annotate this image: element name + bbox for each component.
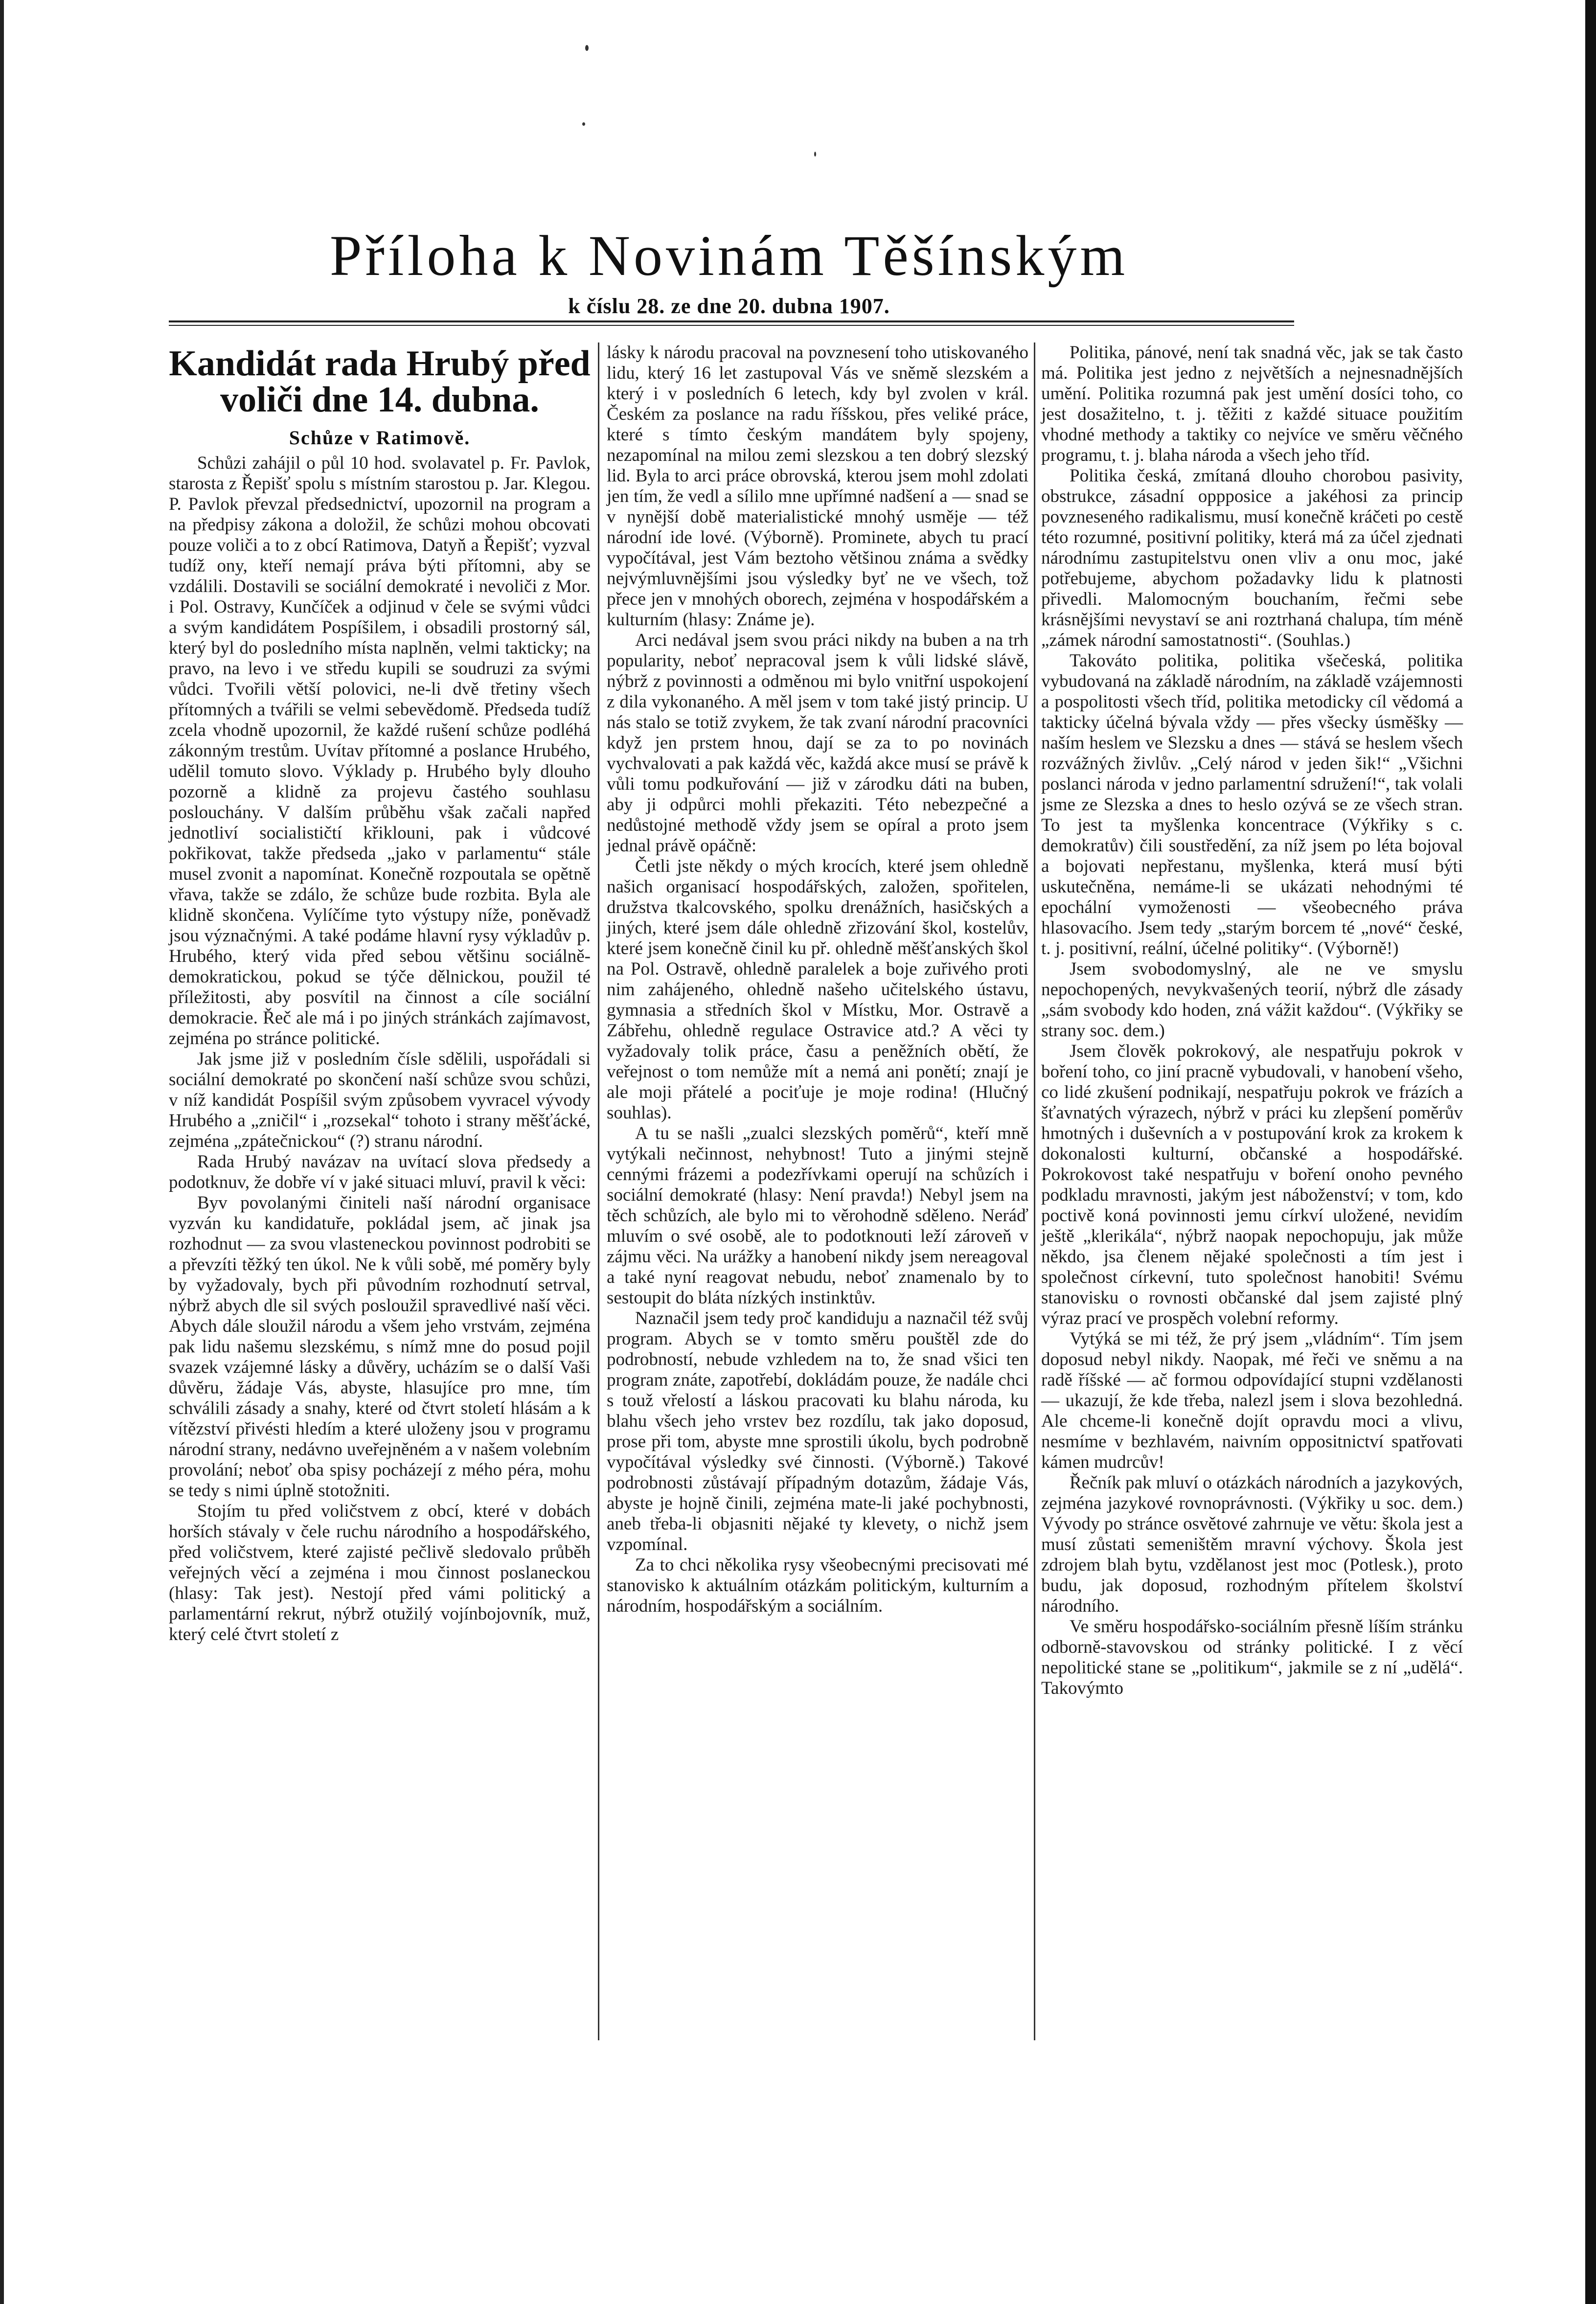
paragraph: Naznačil jsem tedy proč kandiduju a naznačil též svůj program. Abych se v tomto směru pouštěl zde do podrobností, nebude vzhledem na to, že snad všici ten program znáte, zapotřebí, dokládám pouze, že nadále chci s touž vřelostí a láskou pracovati ku blahu národa, ku blahu všech jeho vrstev bez rozdílu, tak jako doposud, prose při tom, abyste mne sprostili úkolu, bych podrobně vypočítával výsledky své činnosti. (Výborně.) Takové podrobnosti zůstávají případným dotazům, žádaje Vás, abyste je hojně činili, zejména mate-li jaké pochybnosti, aneb třeba-li objasniti nějaké ty klevety, o nichž jsem vzpomínal. <box>607 1308 1028 1554</box>
scan-speck <box>814 152 816 157</box>
scan-left-edge <box>0 0 4 2304</box>
issue-line: k číslu 28. ze dne 20. dubna 1907. <box>568 294 890 318</box>
column-1 <box>169 342 591 1645</box>
masthead-title: Příloha k Novinám Těšínským <box>329 224 1129 288</box>
paragraph: Politika, pánové, není tak snadná věc, jak se tak často má. Politika jest jedno z největších a nejnesnadnějších umění. Politika rozumná pak jest umění dosíci toho, co jest dosažitelno, t. j. těžiti z každé situace použitím vhodné methody a taktiky co nejvíce ve směru věčného programu, t. j. blaha národa a všech jeho tříd. <box>1041 342 1463 465</box>
scan-right-edge <box>1585 0 1596 2304</box>
paragraph: Řečník pak mluví o otázkách národních a jazykových, zejména jazykové rovnoprávnosti. (Výkřiky u soc. dem.) Vývody po stránce osvětové zahrnuje ve větu: škola jest a musí zůstati semeništěm mravní výchovy. Škola jest zdrojem blah bytu, vzdělanost jest moc (Potlesk.), proto budu, jak doposud, rozhodným přítelem školství národního. <box>1041 1473 1463 1616</box>
paragraph: Arci nedával jsem svou práci nikdy na buben a na trh popularity, neboť nepracoval jsem k vůli lidské slávě, nýbrž z povinnosti a odměnou mi bylo vnitřní uspokojení z dila vykonaného. A měl jsem v tom také jistý princip. U nás stalo se totiž zvykem, že tak zvaní národní pracovníci když jen prstem hnou, dají se za to po novinách vychvalovati a pak každá věc, každá akce musí se právě k vůli tomu podkuřování — již v zárodku dáti na buben, aby ji odpůrci mohli překaziti. Této nebezpečné a nedůstojné methodě vždy jsem se opíral a proto jsem jednal právě opáčně: <box>607 630 1028 856</box>
scan-speck <box>585 45 589 51</box>
paragraph: Rada Hrubý navázav na uvítací slova předsedy a podotknuv, že dobře ví v jaké situaci mluví, pravil k věci: <box>169 1152 591 1192</box>
masthead-rule-thin <box>169 325 1294 326</box>
paragraph: lásky k národu pracoval na povznesení toho utiskovaného lidu, který 16 let zastupoval Vás ve sněmě slezském a který i v posledních 6 letech, kdy byl zvolen v král. Českém za poslance na radu říšskou, přes veliké práce, které s tímto českým mandátem byly spojeny, nezapomínal na milou zemi slezskou a ten dobrý slezský lid. Byla to arci práce obrovská, kterou jsem mohl zdolati jen tím, že vedl a sílilo mne upřímné nadšení a — snad se v nynější době materialistické mnohý usměje — též národní ide lové. (Výborně). Prominete, abych tu prací vypočítával, jest Vám beztoho většinou známa a svědky nejvýmluvnějšími jsou výsledky byť ne ve všech, tož přece jen v mnohých oborech, zejména v hospodářském a kulturním (hlasy: Známe je). <box>607 342 1028 630</box>
column-rule-2 <box>1034 342 1035 2040</box>
paragraph: Jak jsme již v posledním čísle sdělili, uspořádali si sociální demokraté po skončení naší schůze svou schůzi, v níž kandidát Pospíšil svým způsobem vyvracel vývody Hrubého a „zničil“ i „rozsekal“ tohoto i strany měšťácké, zejména „zpátečnickou“ (?) stranu národní. <box>169 1049 591 1151</box>
paragraph: Za to chci několika rysy všeobecnými precisovati mé stanovisko k aktuálním otázkám politickým, kulturním a národním, hospodářským a sociálním. <box>607 1555 1028 1616</box>
paragraph: Jsem člověk pokrokový, ale nespatřuju pokrok v boření toho, co jiní pracně vybudovali, v hanobení všeho, co lidé zkušení podnikají, nespatřuju pokrok ve frázích a šťavnatých výrazech, nýbrž v práci ku zlepšení poměrův hmotných i duševních a v postupování krok za krokem k dokonalosti kulturní, občanské a hospodářské. Pokrokovost také nespatřuju v boření onoho pevného podkladu mravnosti, jakým jest náboženství; v tom, kdo poctivě koná povinnosti jemu církví uložené, nevidím ještě „klerikála“, nýbrž naopak nepochopuju, jak může někdo, jsa členem nějaké společnosti a tím jest i společnost církevní, tuto společnost hanobiti! Svému stanovisku o rovnosti občanské dal jsem zajisté plný výraz prací ve prospěch volební reformy. <box>1041 1041 1463 1328</box>
paragraph: Takováto politika, politika všečeská, politika vybudovaná na základě národním, na základě vzájemnosti a pospolitosti všech tříd, politika metodicky cíl vědomá a takticky účelná bývala vždy — přes všecky úsměšky — naším heslem ve Slezsku a dnes — stává se heslem všech rozvážných živlův. „Celý národ v jeden šik!“ „Všichni poslanci národa v jedno parlamentní sdružení!“, tak volali jsme ze Slezska a dnes to heslo ozývá se ze všech stran. To jest ta myšlenka koncentrace (Výkřiky s c. demokratův) čili soustředění, za níž jsem po léta bojoval a bojovati nepřestanu, myšlenka, která musí býti uskutečněna, nemáme-li se ukázati nehodnými té epochální vymoženosti — všeobecného práva hlasovacího. Jsem tedy „starým borcem té „nové“ české, t. j. positivní, reální, účelné politiky“. (Výborně!) <box>1041 651 1463 958</box>
paragraph: Vytýká se mi též, že prý jsem „vládním“. Tím jsem doposud nebyl nikdy. Naopak, mé řeči ve sněmu a na radě říšské — ač formou odpovídající stupni vzdělanosti — ukazují, že kde třeba, nalezl jsem i slova bezohledná. Ale chceme-li konečně dojít opravdu moci a vlivu, nesmíme v bezhlavém, naivním oppositnictví spatřovati kámen mudrcův! <box>1041 1329 1463 1472</box>
article-subtitle: Schůze v Ratimově. <box>289 427 471 449</box>
paragraph: Schůzi zahájil o půl 10 hod. svolavatel p. Fr. Pavlok, starosta z Řepišť spolu s místním starostou p. Jar. Klegou. P. Pavlok převzal předsednictví, upozornil na program a na předpisy zákona a doložil, že schůzi mohou obcovati pouze voliči a to z obcí Ratimova, Datyň a Řepišť; vyzval tudíž ony, kteří nemají práva býti přítomni, aby se vzdálili. Dostavili se sociální demokraté i nevoliči z Mor. i Pol. Ostravy, Kunčíček a odjinud v čele se svými vůdci a svým kandidátem Pospíšilem, i obsadili prostorný sál, který byl do posledního místa naplněn, velmi takticky; na pravo, na levo i ve středu kupili se soudruzi za svými vůdci. Tvořili větší polovici, ne-li dvě třetiny všech přítomných a tvářili se velmi sebevědomě. Předseda tudíž zcela vhodně upozornil, že každé rušení schůze podléhá zákonným trestům. Uvítav přítomné a poslance Hrubého, udělil tomuto slovo. Výklady p. Hrubého byly dlouho pozorně a klidně za projevu častého souhlasu poslouchány. V dalším průběhu však začali napřed jednotliví socialističtí křiklouni, pak i vůdcové pokřikovat, takže předseda „jako v parlamentu“ stále musel zvonit a napomínat. Konečně rozpoutala se opětně vřava, takže se zdálo, že schůze bude rozbita. Byla ale klidně skončena. Vylíčíme tyto výstupy níže, poněvadž jsou význačnými. A také podáme hlavní rysy výkladův p. Hrubého, který vida před sebou většinu sociálně-demokratickou, pokud se týče dělnickou, použil té příležitosti, aby posvítil na činnost a cíle sociální demokracie. Řeč ale má i po jiných stránkách zajímavost, zejména po stránce politické. <box>169 453 591 1049</box>
paragraph: Politika česká, zmítaná dlouho chorobou pasivity, obstrukce, zásadní oppposice a jakéhosi za princip povzneseného radikalismu, musí konečně kráčeti po cestě této rozumné, positivní politiky, která má za účel zjednati národnímu zastupitelstvu onen vliv a onu moc, jaké potřebujeme, abychom požadavky lidu k platnosti přivedli. Malomocným bouchaním, řečmi sebe krásnějšími nevystaví se ani roztrhaná chalupa, tím méně „zámek národní samostatnosti“. (Souhlas.) <box>1041 466 1463 650</box>
paragraph: Četli jste někdy o mých krocích, které jsem ohledně našich organisací hospodářských, založen, spořitelen, družstva tkalcovského, spolku drenážních, hasičských a jiných, které jsem dále ohledně zřizování škol, kostelův, které jsem konečně činil ku př. ohledně měšťanských škol na Pol. Ostravě, ohledně paralelek a boje zuřivého proti nim zahájeného, ohledně našeho učitelského ústavu, gymnasia a středních škol v Místku, Mor. Ostravě a Zábřehu, ohledně regulace Ostravice atd.? A věci ty vyžadovaly tolik práce, času a peněžních obětí, že veřejnost o tom nemůže mít a nemá ani ponětí; znají je ale moji přátelé a pociťuje je moje rodina! (Hlučný souhlas). <box>607 856 1028 1123</box>
scan-speck <box>582 122 585 126</box>
paragraph: Ve směru hospodářsko-sociálním přesně líším stránku odborně-stavovskou od stránky politické. I z věcí nepolitické stane se „politikum“, jakmile se z ní „udělá“. Takovýmto <box>1041 1617 1463 1698</box>
column-rule-1 <box>598 342 599 2040</box>
paragraph: Byv povolanými činiteli naší národní organisace vyzván ku kandidatuře, pokládal jsem, ač jinak jsa rozhodnut — za svou vlasteneckou povinnost podrobiti se a převzíti těžký ten úkol. Ne k vůli sobě, mé poměry byly by vyžadovaly, bych při původním rozhodnutí setrval, nýbrž abych dle sil svých posloužil spravedlivé naší věci. Abych dále sloužil národu a všem jeho vrstvám, zejména pak lidu našemu slezskému, s nímž mne do posud pojil svazek vzájemné lásky a důvěry, ucházím se o další Vaši důvěru, žádaje Vás, abyste, hlasujíce pro mne, tím schválili zásady a snahy, které od čtvrt století hlásám a k vítězství přivésti hledím a které uloženy jsou v programu národní strany, nedávno uveřejněném a v našem volebním provolání; neboť oba spisy pocházejí z mého péra, mohu se tedy s nimi úplně stotožniti. <box>169 1193 591 1501</box>
paragraph: A tu se našli „zualci slezských poměrů“, kteří mně vytýkali nečinnost, nehybnost! Tuto a jinými stejně cennými frázemi a podezřívkami operují na schůzích i sociální demokraté (hlasy: Není pravda!) Nebyl jsem na těch schůzích, ale bylo mi to věrohodně sděleno. Neráď mluvím o své osobě, ale to podotknouti leží zároveň v zájmu věci. Na urážky a hanobení nikdy jsem nereagoval a také nyní reagovat nebudu, neboť znamenalo by to sestoupit do bláta nízkých instinktův. <box>607 1123 1028 1308</box>
masthead-rule-thick <box>169 320 1294 322</box>
column-2 <box>607 342 1028 1617</box>
column-3 <box>1041 342 1463 1699</box>
article-headline: Kandidát rada Hrubý před voliči dne 14. dubna. <box>169 343 591 420</box>
paragraph: Stojím tu před voličstvem z obcí, které v dobách horších stávaly v čele ruchu národního a hospodářského, před voličstvem, které zajisté pečlivě sledovalo průběh veřejných věcí a zejména i mou činnost poslaneckou (hlasy: Tak jest). Nestojí před vámi politický a parlamentární rekrut, nýbrž otužilý vojínbojovník, muž, který celé čtvrt století z <box>169 1501 591 1644</box>
paragraph: Jsem svobodomyslný, ale ne ve smyslu nepochopených, nevykvašených teorií, nýbrž dle zásady „sám svobody kdo hoden, zná vážit každou“. (Výkřiky se strany soc. dem.) <box>1041 959 1463 1041</box>
